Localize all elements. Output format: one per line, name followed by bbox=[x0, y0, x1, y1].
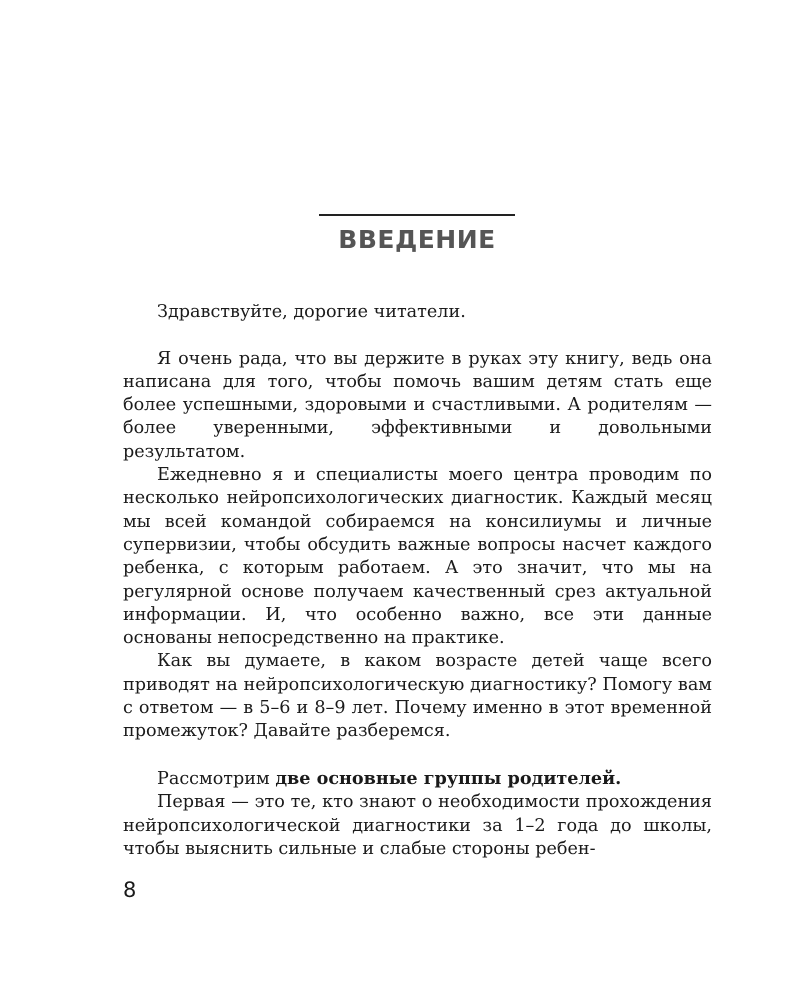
paragraph-4-lead: Рассмотрим bbox=[157, 768, 276, 789]
paragraph-4 bbox=[123, 767, 712, 791]
body-text bbox=[123, 301, 712, 861]
paragraph-3: Как вы думаете, в каком возрасте детей чаще всего приводят на нейропсихологическую диагностику? Помогу вам с ответом — в 5–6 и 8–9 лет. Почему именно в этот временной промежуток? Давайте разберемся. bbox=[123, 651, 712, 742]
paragraph-1: Я очень рада, что вы держите в руках эту книгу, ведь она написана для того, чтобы помочь вашим детям стать еще более успешными, здоровыми и счастливыми. А родителям — более уверенными, эффективными и довольными результатом. bbox=[123, 348, 712, 462]
paragraph-greeting: Здравствуйте, дорогие читатели. bbox=[157, 302, 466, 322]
chapter-title-rule bbox=[319, 214, 515, 216]
chapter-title: ВВЕДЕНИЕ bbox=[338, 225, 496, 254]
paragraph-4-bold: две основные группы родителей. bbox=[275, 767, 622, 789]
page-number: 8 bbox=[123, 878, 137, 902]
paragraph-5: Первая — это те, кто знают о необходимости прохождения нейропсихологической диагностики за 1–2 года до школы, чтобы выяснить сильные и слабые стороны ребен- bbox=[123, 792, 712, 859]
paragraph-2: Ежедневно я и специалисты моего центра проводим по несколько нейропсихологических диагностик. Каждый месяц мы всей командой собираемся на консилиумы и личные супервизии, чтобы обсудить важные вопросы насчет каждого ребенка, с которым работаем. А это значит, что мы на регулярной основе получаем качественный срез актуальной информации. И, что особенно важно, все эти данные основаны непосредственно на практике. bbox=[123, 465, 712, 649]
